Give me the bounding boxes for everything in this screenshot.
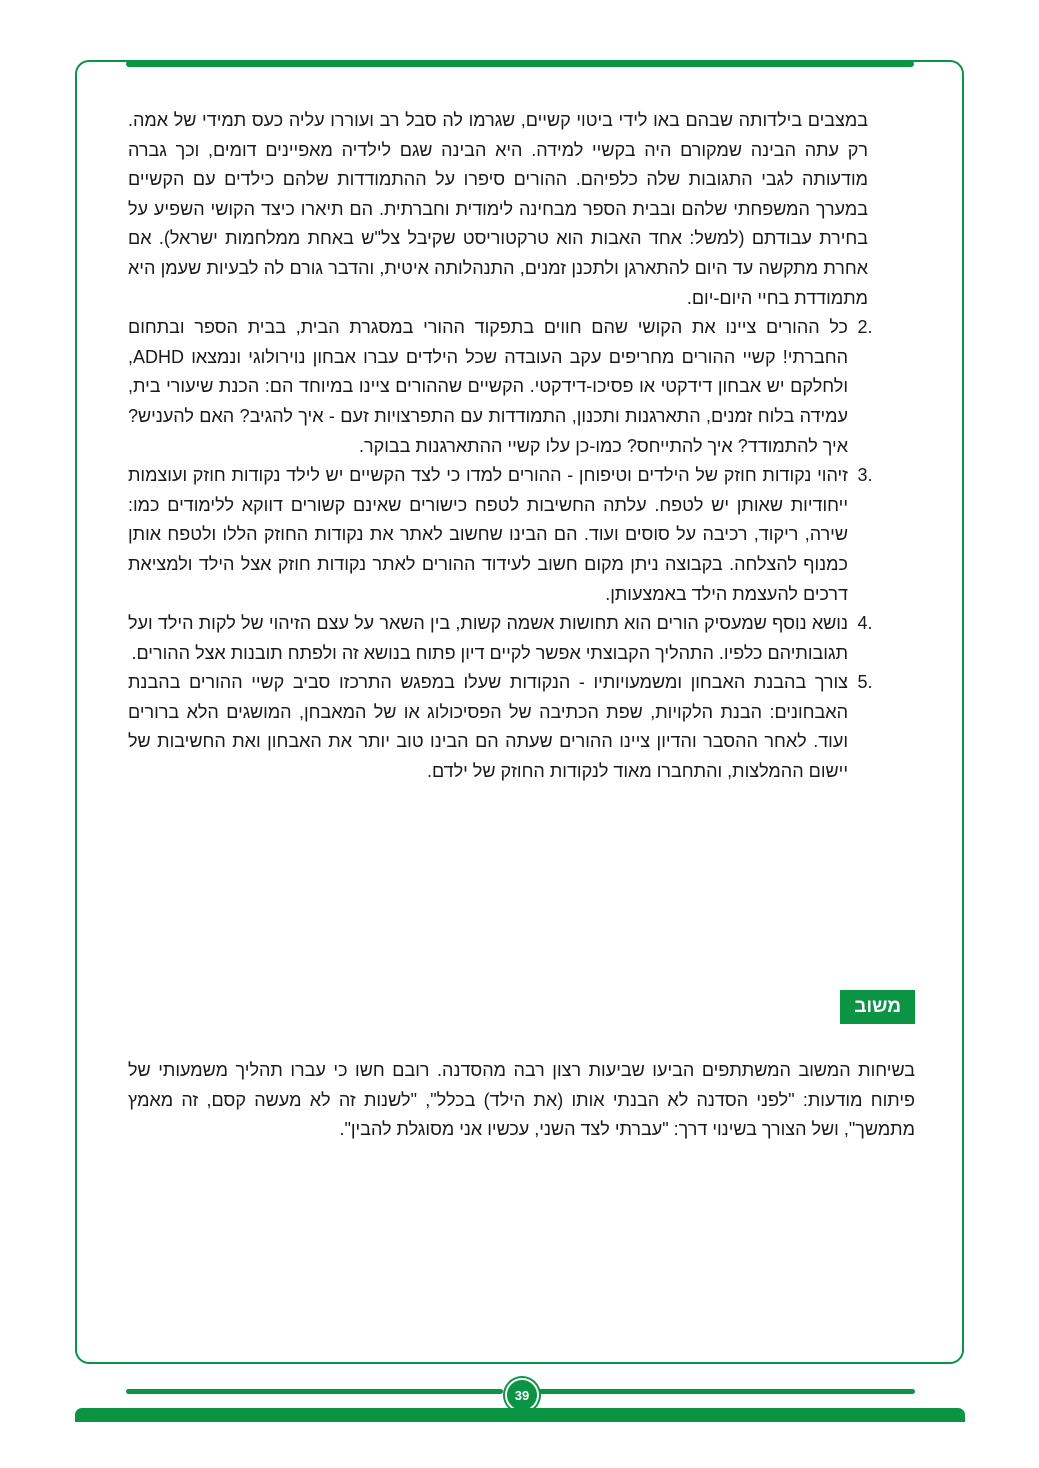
list-item-number: .4 [857, 613, 873, 634]
section-title-feedback: משוב [840, 990, 915, 1024]
feedback-paragraph: בשיחות המשוב המשתתפים הביעו שביעות רצון רבה מהסדנה. רובם חשו כי עברו תהליך משמעותי של פיתוח מודעות: "לפני הסדנה לא הבנתי אותו (את הילד) בכלל", "לשנות זה לא מעשה קסם, זה מאמץ מתמשך", ושל הצורך בשינוי דרך: "עברתי לצד השני, עכשיו אני מסוגלת להבין". [128, 1060, 915, 1140]
list-item-number: .5 [857, 672, 873, 693]
list-item-text: צורך בהבנת האבחון ומשמעויותיו - הנקודות שעלו במפגש התרכזו סביב קשיי ההורים בהבנת האבחונים: הבנת הלקויות, שפת הכתיבה של הפסיכולוג או של המאבחן, המושגים הלא ברורים ועוד. לאחר ההסבר והדיון ציינו ההורים שעתה הם הבינו טוב יותר את האבחון ואת החשיבות של יישום ההמלצות, והתחברו מאוד לנקודות החוזק של ילדם. [128, 672, 848, 782]
list-item [128, 609, 873, 668]
list-item-text: כל ההורים ציינו את הקושי שהם חווים בתפקוד ההורי במסגרת הבית, בבית הספר ובתחום החברתי! קשיי ההורים מחריפים עקב העובדה שכל הילדים עברו אבחון נוירולוגי ונמצאו ADHD, ולחלקם יש אבחון דידקטי או פסיכו-דידקטי. הקשיים שההורים ציינו במיוחד הם: הכנת שיעורי בית, עמידה בלוח זמנים, התארגנות ותכנון, התמודדות עם התפרצויות זעם - איך להגיב? האם להעניש? איך להתמודד? איך להתייחס? כמו-כן עלו קשיי ההתארגנות בבוקר. [128, 317, 848, 456]
list-item [128, 668, 873, 786]
top-decor-bar [126, 61, 914, 67]
bottom-decor-band [75, 1408, 965, 1422]
list-item-text: נושא נוסף שמעסיק הורים הוא תחושות אשמה קשות, בין השאר על עצם הזיהוי של לקות הילד ועל תגובותיהם כלפיו. התהליך הקבוצתי אפשר לקיים דיון פתוח בנושא זה ולפתח תובנות אצל ההורים. [128, 613, 848, 663]
feedback-section [128, 990, 915, 1163]
page-number: 39 [505, 1378, 539, 1412]
list-item [128, 313, 873, 461]
bottom-decor-line-right [538, 1389, 915, 1394]
list-item-number: .3 [857, 465, 873, 486]
list-item-number: .2 [857, 317, 873, 338]
bottom-decor-line-left [126, 1389, 503, 1394]
list-item [128, 461, 873, 609]
list-item-text: זיהוי נקודות חוזק של הילדים וטיפוחן - ההורים למדו כי לצד הקשיים יש לילד נקודות חוזק ועוצמות ייחודיות שאותן יש לטפח. עלתה החשיבות לטפח כישורים שאינם קשורים דווקא ללימודים כמו: שירה, ריקוד, רכיבה על סוסים ועוד. הם הבינו שחשוב לאתר את נקודות החוזק הללו ולטפח אותן כמנוף להצלחה. בקבוצה ניתן מקום חשוב לעידוד ההורים לאתר נקודות חוזק אצל הילד ולמציאת דרכים להעצמת הילד באמצעותן. [128, 465, 848, 604]
intro-paragraph: במצבים בילדותה שבהם באו לידי ביטוי קשיים, שגרמו לה סבל רב ועוררו עליה כעס תמידי של אמה. רק עתה הבינה שמקורם היה בקשיי למידה. היא הבינה שגם לילדיה מאפיינים דומים, וכך גברה מודעותה לגבי התגובות שלה כלפיהם. ההורים סיפרו על ההתמודדות שלהם כילדים עם הקשיים במערך המשפחתי שלהם ובבית הספר מבחינה לימודית וחברתית. הם תיארו כיצד הקושי השפיע על בחירת עבודתם (למשל: אחד האבות הוא טרקטוריסט שקיבל צל"ש באחת ממלחמות ישראל). אם אחרת מתקשה עד היום להתארגן ולתכנן זמנים, התנהלותה איטית, והדבר גורם לה לבעיות שעמן היא מתמודדת בחיי היום-יום. [128, 110, 868, 308]
main-content [128, 106, 873, 787]
